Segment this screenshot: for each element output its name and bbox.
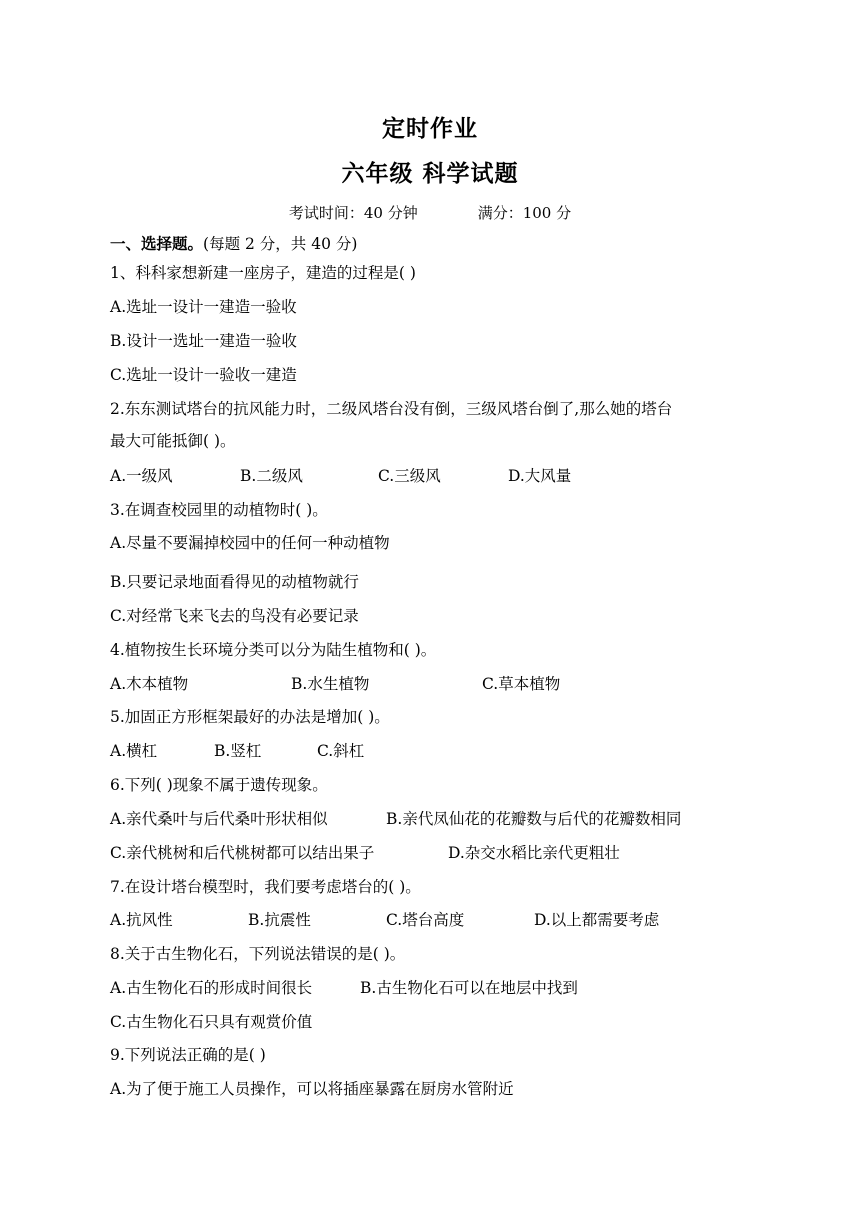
question-6-option-c: C.亲代桃树和后代桃树都可以结出果子	[110, 844, 375, 862]
exam-time: 考试时间：40 分钟	[288, 204, 418, 222]
question-2-option-b: B.二级风	[240, 467, 303, 485]
question-8-options-row1	[110, 978, 750, 998]
question-1-stem: 1、科科家想新建一座房子，建造的过程是( )	[110, 264, 416, 282]
question-8-option-a: A.古生物化石的形成时间很长	[110, 979, 313, 997]
question-3-option-b: B.只要记录地面看得见的动植物就行	[110, 573, 359, 591]
question-4-stem: 4.植物按生长环境分类可以分为陆生植物和( )。	[110, 641, 437, 659]
question-2-option-d: D.大风量	[508, 467, 572, 485]
question-1-option-c: C.选址一设计一验收一建造	[110, 366, 297, 384]
page-title: 定时作业	[382, 116, 478, 142]
question-4-option-b: B.水生植物	[291, 675, 370, 693]
question-8-option-b: B.古生物化石可以在地层中找到	[360, 979, 578, 997]
question-5-option-a: A.横杠	[110, 742, 158, 760]
question-6-stem: 6.下列( )现象不属于遗传现象。	[110, 776, 328, 794]
question-7-option-a: A.抗风性	[110, 911, 173, 929]
page-subtitle: 六年级 科学试题	[341, 161, 519, 187]
question-5-stem: 5.加固正方形框架最好的办法是增加( )。	[110, 708, 390, 726]
question-2-stem-line2: 最大可能抵御( )。	[110, 432, 236, 450]
question-6-options-row2	[110, 843, 750, 863]
question-2-stem-line1: 2.东东测试塔台的抗风能力时，二级风塔台没有倒，三级风塔台倒了,那么她的塔台	[110, 400, 673, 418]
question-9-stem: 9.下列说法正确的是( )	[110, 1046, 266, 1064]
question-7-option-d: D.以上都需要考虑	[534, 911, 660, 929]
question-7-options	[110, 910, 750, 930]
question-8-stem: 8.关于古生物化石，下列说法错误的是( )。	[110, 945, 406, 963]
question-6-options-row1	[110, 809, 750, 829]
question-6-option-d: D.杂交水稻比亲代更粗壮	[448, 844, 620, 862]
question-5-options	[110, 741, 750, 761]
question-2-option-c: C.三级风	[378, 467, 441, 485]
question-4-options	[110, 674, 750, 694]
question-3-option-c: C.对经常飞来飞去的鸟没有必要记录	[110, 607, 359, 625]
question-7-option-b: B.抗震性	[248, 911, 311, 929]
question-6-option-b: B.亲代凤仙花的花瓣数与后代的花瓣数相同	[386, 810, 682, 828]
question-1-option-a: A.选址一设计一建造一验收	[110, 298, 297, 316]
question-5-option-c: C.斜杠	[317, 742, 365, 760]
question-3-stem: 3.在调查校园里的动植物时( )。	[110, 501, 328, 519]
question-5-option-b: B.竖杠	[214, 742, 262, 760]
section-heading	[110, 234, 357, 254]
question-7-option-c: C.塔台高度	[386, 911, 465, 929]
section-note: (每题 2 分，共 40 分)	[203, 235, 358, 253]
question-1-option-b: B.设计一选址一建造一验收	[110, 332, 297, 350]
question-8-option-c: C.古生物化石只具有观赏价值	[110, 1013, 313, 1031]
section-title: 一、选择题。	[110, 235, 204, 253]
question-3-option-a: A.尽量不要漏掉校园中的任何一种动植物	[110, 534, 390, 552]
question-2-option-a: A.一级风	[110, 467, 173, 485]
exam-score: 满分：100 分	[477, 204, 572, 222]
question-7-stem: 7.在设计塔台模型时，我们要考虑塔台的( )。	[110, 878, 421, 896]
question-6-option-a: A.亲代桑叶与后代桑叶形状相似	[110, 810, 328, 828]
question-4-option-a: A.木本植物	[110, 675, 189, 693]
question-4-option-c: C.草本植物	[482, 675, 561, 693]
question-9-option-a: A.为了便于施工人员操作，可以将插座暴露在厨房水管附近	[110, 1080, 514, 1098]
exam-meta	[0, 202, 860, 223]
question-2-options	[110, 466, 750, 486]
